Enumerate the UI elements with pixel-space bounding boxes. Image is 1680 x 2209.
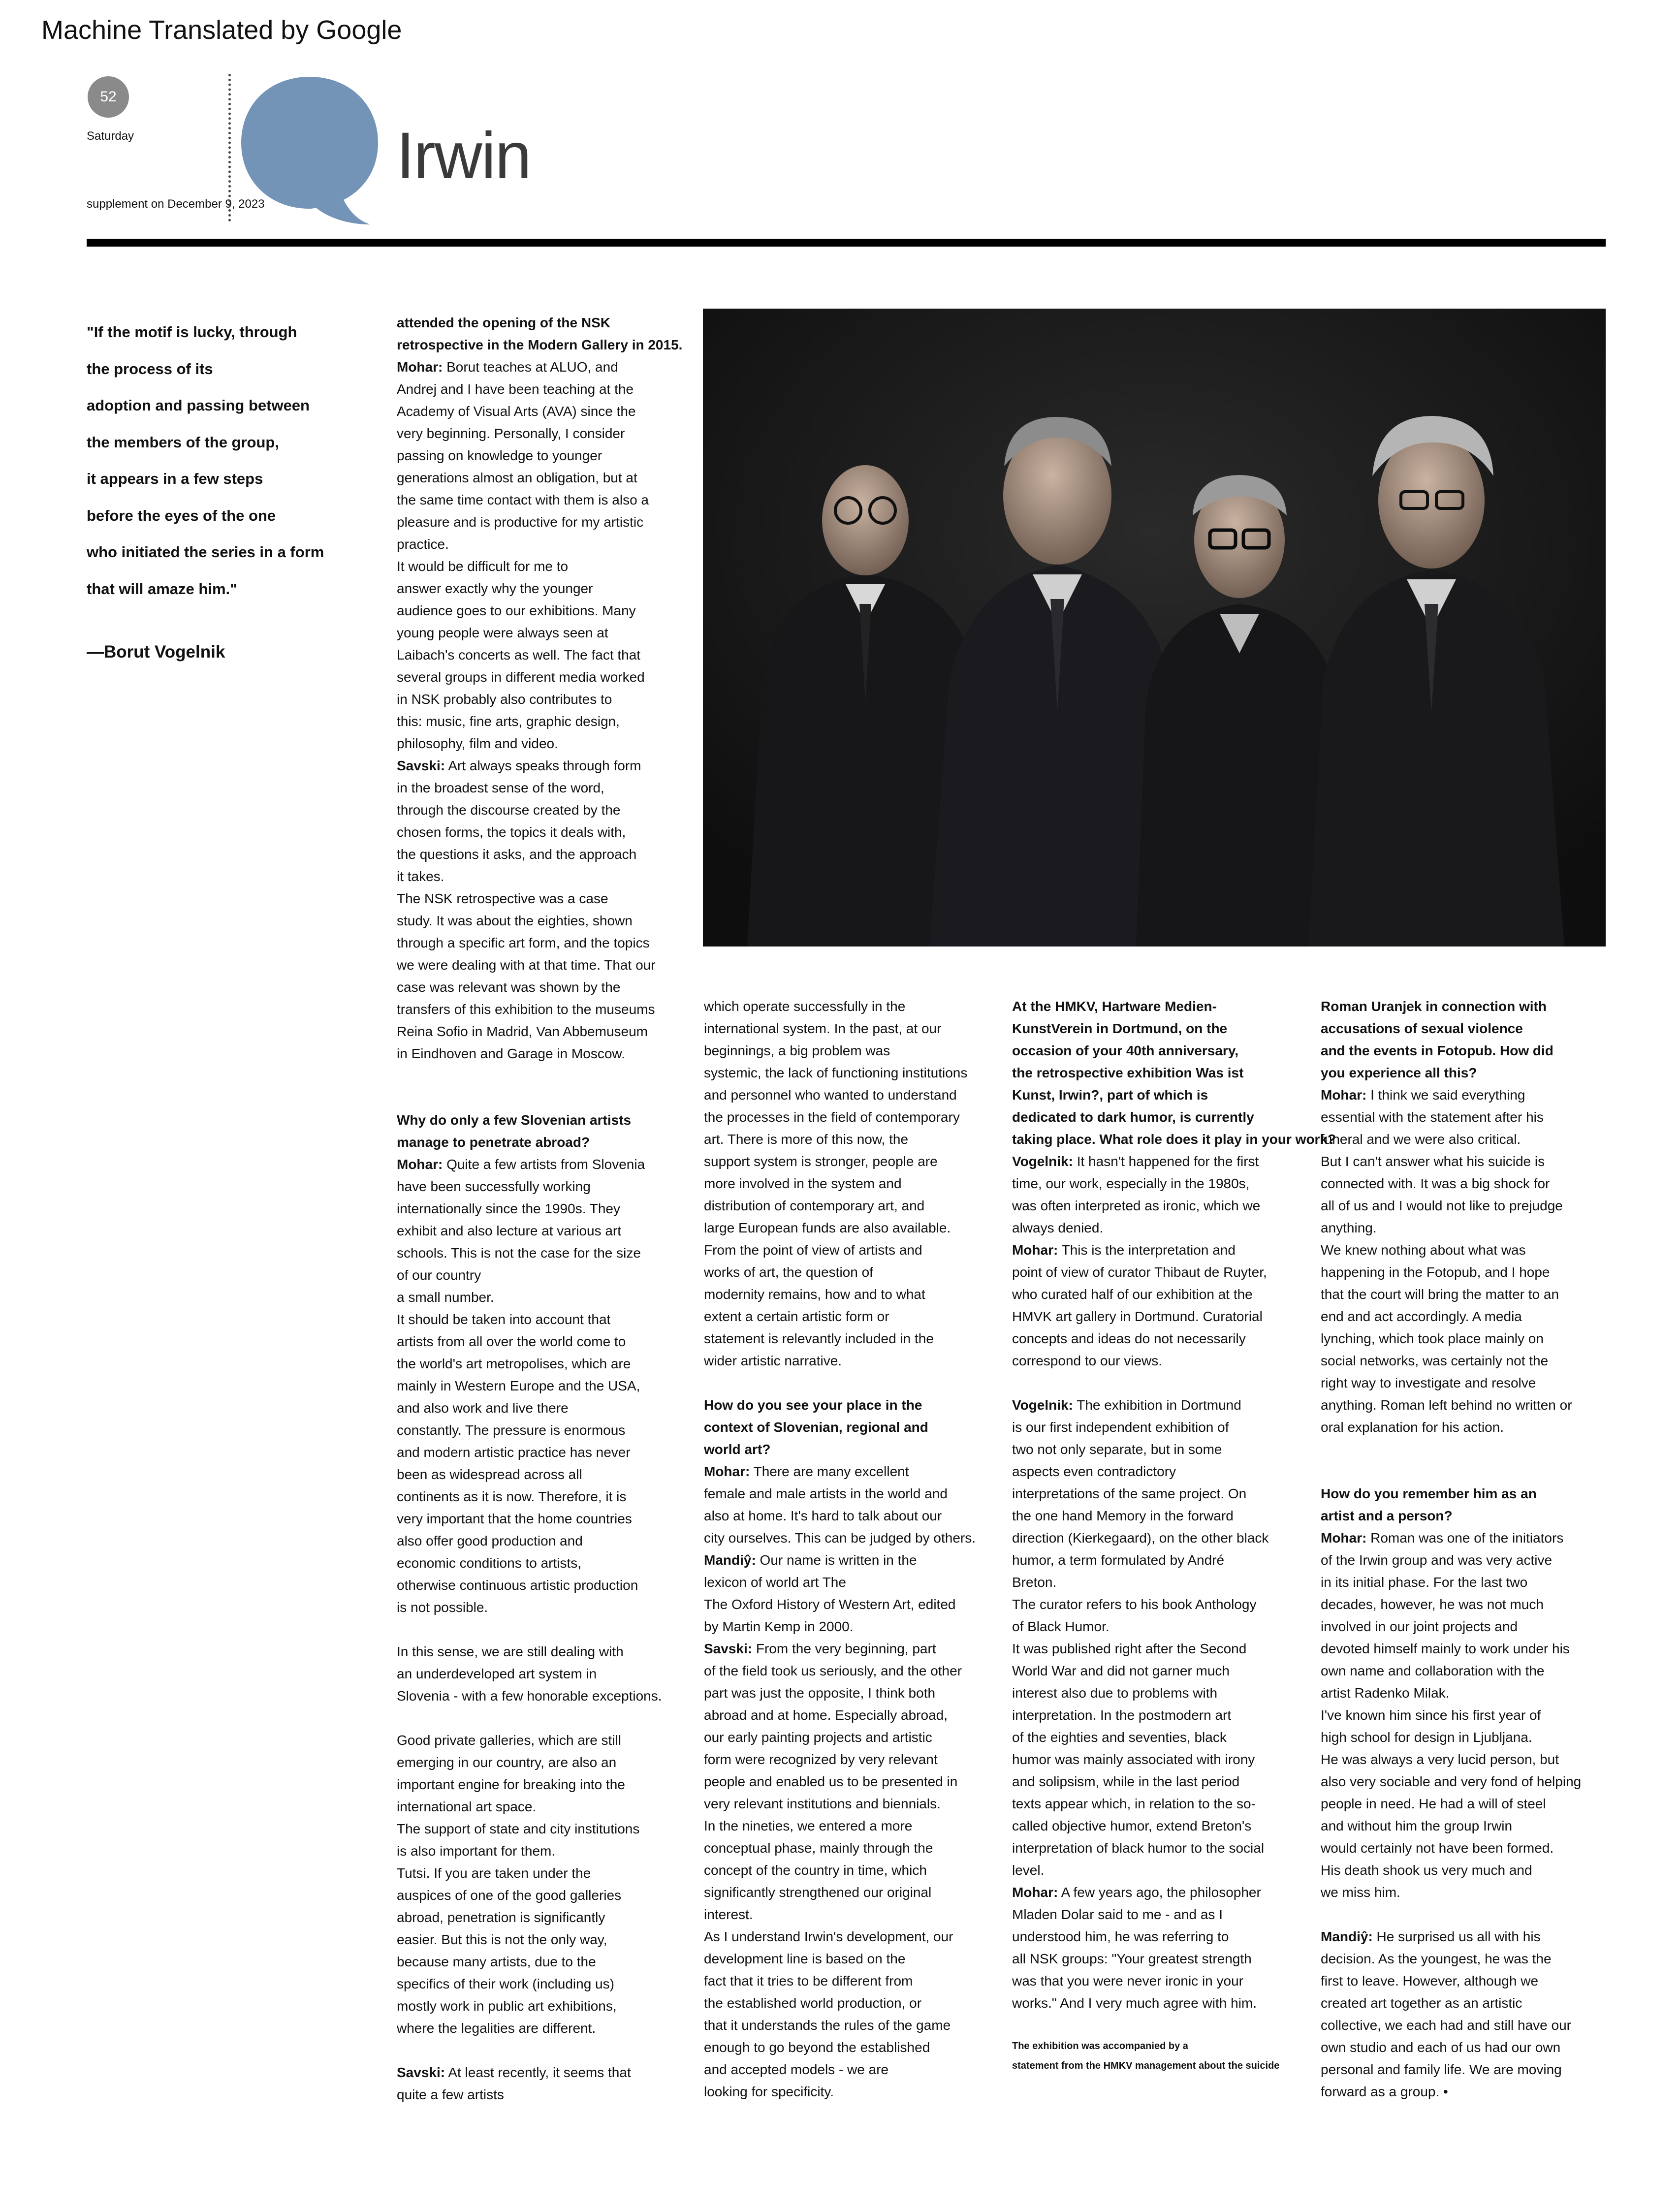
body-line: aspects even contradictory	[1012, 1464, 1176, 1479]
body-line: the processes in the field of contemporary	[704, 1109, 960, 1125]
body-line: was that you were never ironic in your	[1012, 1973, 1243, 1988]
pull-quote-line: that will amaze him."	[87, 580, 237, 598]
body-line: that the court will bring the matter to an	[1321, 1287, 1559, 1302]
answer-text: Roman was one of the initiators	[1366, 1530, 1564, 1546]
body-line: chosen forms, the topics it deals with,	[397, 824, 626, 840]
body-line: HMVK art gallery in Dortmund. Curatorial	[1012, 1309, 1263, 1324]
body-line: Tutsi. If you are taken under the	[397, 1865, 591, 1881]
body-line: beginnings, a big problem was	[704, 1043, 890, 1058]
body-line: point of view of curator Thibaut de Ruyter,	[1012, 1264, 1267, 1280]
body-line: we miss him.	[1321, 1885, 1400, 1900]
body-line: economic conditions to artists,	[397, 1555, 582, 1571]
body-line: concept of the country in time, which	[704, 1862, 927, 1878]
body-line: looking for specificity.	[704, 2084, 834, 2099]
body-line: this: music, fine arts, graphic design,	[397, 714, 620, 729]
body-line: and accepted models - we are	[704, 2062, 889, 2077]
translation-banner: Machine Translated by Google	[41, 15, 402, 45]
speaker-name: Mohar:	[397, 1157, 443, 1172]
body-line: first to leave. However, although we	[1321, 1973, 1539, 1988]
body-line: and modern artistic practice has never	[397, 1445, 631, 1460]
body-line: philosophy, film and video.	[397, 736, 558, 751]
speaker-name: Mohar:	[397, 359, 443, 375]
body-line: high school for design in Ljubljana.	[1321, 1730, 1532, 1745]
speaker-name: Mohar:	[704, 1464, 750, 1479]
body-line: social networks, was certainly not the	[1321, 1353, 1549, 1368]
body-line: World War and did not garner much	[1012, 1663, 1230, 1678]
body-line: an underdeveloped art system in	[397, 1666, 597, 1681]
body-line: It should be taken into account that	[397, 1312, 611, 1327]
body-line: a small number.	[397, 1290, 494, 1305]
speech-bubble-icon	[238, 74, 381, 227]
pull-quote-attribution: —Borut Vogelnik	[87, 642, 225, 662]
body-line: have been successfully working	[397, 1179, 591, 1194]
body-line: support system is stronger, people are	[704, 1154, 938, 1169]
body-line: lynching, which took place mainly on	[1321, 1331, 1544, 1346]
body-line: works of art, the question of	[704, 1264, 873, 1280]
pull-quote	[87, 314, 367, 607]
body-line: anything. Roman left behind no written or	[1321, 1397, 1572, 1413]
answer-line	[1012, 1394, 1317, 1416]
body-line: essential with the statement after his	[1321, 1109, 1544, 1125]
body-line: female and male artists in the world and	[704, 1486, 948, 1501]
body-line: all of us and I would not like to prejudge	[1321, 1198, 1563, 1213]
body-line: humor was mainly associated with irony	[1012, 1752, 1255, 1767]
body-line: Reina Sofio in Madrid, Van Abbemuseum	[397, 1024, 648, 1039]
body-line: young people were always seen at	[397, 625, 608, 640]
answer-line	[704, 1638, 999, 1660]
body-line: pleasure and is productive for my artistic	[397, 514, 644, 530]
body-line: continents as it is now. Therefore, it is	[397, 1489, 627, 1504]
body-line: easier. But this is not the only way,	[397, 1932, 607, 1947]
footnote-line: statement from the HMKV management about the suicide	[1012, 2060, 1280, 2071]
body-line: by Martin Kemp in 2000.	[704, 1619, 854, 1634]
body-line: the established world production, or	[704, 1995, 922, 2011]
interview-question: Kunst, Irwin?, part of which is	[1012, 1087, 1208, 1103]
pull-quote-line: who initiated the series in a form	[87, 543, 324, 561]
body-line: extent a certain artistic form or	[704, 1309, 889, 1324]
interview-question: and the events in Fotopub. How did	[1321, 1043, 1553, 1058]
body-line: where the legalities are different.	[397, 2020, 596, 2036]
speaker-name: Vogelnik:	[1012, 1154, 1073, 1169]
body-line: and also work and live there	[397, 1400, 569, 1416]
interview-question: Why do only a few Slovenian artists	[397, 1112, 632, 1128]
interview-question: At the HMKV, Hartware Medien-	[1012, 999, 1217, 1014]
body-line: we were dealing with at that time. That our	[397, 957, 656, 973]
body-line: interpretation of black humor to the social	[1012, 1840, 1265, 1856]
body-line: is also important for them.	[397, 1843, 556, 1859]
answer-text: It hasn't happened for the first	[1073, 1154, 1259, 1169]
pull-quote-line: the members of the group,	[87, 433, 279, 451]
interview-question: taking place. What role does it play in your work?	[1012, 1132, 1336, 1147]
body-line: is not possible.	[397, 1600, 488, 1615]
body-line: important engine for breaking into the	[397, 1777, 625, 1792]
body-line: anything.	[1321, 1220, 1377, 1235]
body-line: is our first independent exhibition of	[1012, 1420, 1229, 1435]
body-line: In this sense, we are still dealing with	[397, 1644, 624, 1659]
issue-day: Saturday	[87, 129, 134, 143]
answer-line	[397, 356, 692, 378]
body-line: called objective humor, extend Breton's	[1012, 1818, 1252, 1833]
body-line: As I understand Irwin's development, our	[704, 1929, 953, 1944]
body-line: art. There is more of this now, the	[704, 1132, 909, 1147]
body-line: of the eighties and seventies, black	[1012, 1730, 1227, 1745]
speaker-name: Mohar:	[1012, 1885, 1058, 1900]
body-line: own studio and each of us had our own	[1321, 2040, 1561, 2055]
answer-line	[704, 1549, 999, 1571]
interview-question: attended the opening of the NSK	[397, 315, 610, 330]
body-line: abroad and at home. Especially abroad,	[704, 1707, 948, 1723]
answer-line	[1321, 1925, 1606, 1948]
body-line: From the point of view of artists and	[704, 1242, 922, 1258]
answer-text: He surprised us all with his	[1372, 1929, 1541, 1944]
body-line: was often interpreted as ironic, which we	[1012, 1198, 1261, 1213]
body-line: significantly strengthened our original	[704, 1885, 932, 1900]
answer-text: At least recently, it seems that	[445, 2065, 631, 2080]
body-line: emerging in our country, are also an	[397, 1755, 617, 1770]
body-line: abroad, penetration is significantly	[397, 1910, 605, 1925]
body-line: because many artists, due to the	[397, 1954, 596, 1969]
answer-text: A few years ago, the philosopher	[1058, 1885, 1261, 1900]
body-line: decades, however, he was not much	[1321, 1597, 1544, 1612]
body-line: mostly work in public art exhibitions,	[397, 1998, 617, 2014]
body-line: that it understands the rules of the game	[704, 2018, 951, 2033]
body-line: in the broadest sense of the word,	[397, 780, 604, 795]
interview-question: manage to penetrate abroad?	[397, 1135, 590, 1150]
body-line: right way to investigate and resolve	[1321, 1375, 1536, 1390]
dotted-divider	[228, 74, 231, 221]
interview-question: retrospective in the Modern Gallery in 2015.	[397, 337, 683, 352]
body-line: always denied.	[1012, 1220, 1104, 1235]
body-line: funeral and we were also critical.	[1321, 1132, 1521, 1147]
body-line: people in need. He had a will of steel	[1321, 1796, 1546, 1811]
pull-quote-line: adoption and passing between	[87, 397, 310, 414]
supplement-date: supplement on December 9, 2023	[87, 197, 265, 211]
body-line: It would be difficult for me to	[397, 559, 569, 574]
body-line: study. It was about the eighties, shown	[397, 913, 633, 928]
body-line: correspond to our views.	[1012, 1353, 1163, 1368]
body-line: and without him the group Irwin	[1321, 1818, 1513, 1833]
body-line: case was relevant was shown by the	[397, 979, 621, 995]
body-line: city ourselves. This can be judged by others.	[704, 1530, 976, 1546]
body-line: Laibach's concerts as well. The fact that	[397, 647, 641, 663]
body-line: fact that it tries to be different from	[704, 1973, 913, 1988]
body-line: interest also due to problems with	[1012, 1685, 1218, 1701]
pull-quote-line: before the eyes of the one	[87, 506, 276, 524]
answer-line	[397, 2061, 692, 2083]
body-line: understood him, he was referring to	[1012, 1929, 1229, 1944]
body-line: direction (Kierkegaard), on the other black	[1012, 1530, 1269, 1546]
interview-question: you experience all this?	[1321, 1065, 1477, 1080]
article-column-3	[1012, 995, 1336, 2076]
body-line: conceptual phase, mainly through the	[704, 1840, 933, 1856]
body-line: mainly in Western Europe and the USA,	[397, 1378, 640, 1393]
interview-question: How do you remember him as an	[1321, 1486, 1537, 1501]
body-line: the same time contact with them is also a	[397, 492, 649, 507]
body-line: He was always a very lucid person, but	[1321, 1752, 1559, 1767]
body-line: time, our work, especially in the 1980s,	[1012, 1176, 1250, 1191]
body-line: been as widespread across all	[397, 1467, 582, 1482]
body-line: and solipsism, while in the last period	[1012, 1774, 1240, 1789]
answer-line	[1321, 1084, 1606, 1106]
body-line: interpretations of the same project. On	[1012, 1486, 1247, 1501]
body-line: the questions it asks, and the approach	[397, 847, 637, 862]
body-line: concepts and ideas do not necessarily	[1012, 1331, 1246, 1346]
footnote-line: The exhibition was accompanied by a	[1012, 2041, 1188, 2051]
body-line: The NSK retrospective was a case	[397, 891, 608, 906]
interview-question: artist and a person?	[1321, 1508, 1453, 1523]
interview-question: dedicated to dark humor, is currently	[1012, 1109, 1254, 1125]
page-number-badge: 52	[88, 76, 129, 118]
body-line: answer exactly why the younger	[397, 581, 593, 596]
body-line: through a specific art form, and the topics	[397, 935, 650, 950]
body-line: devoted himself mainly to work under his	[1321, 1641, 1570, 1656]
body-line: and personnel who wanted to understand	[704, 1087, 957, 1103]
speaker-name: Vogelnik:	[1012, 1397, 1073, 1413]
interview-question: Roman Uranjek in connection with	[1321, 999, 1547, 1014]
article-column-4	[1321, 995, 1606, 2103]
body-line: in its initial phase. For the last two	[1321, 1575, 1528, 1590]
body-line: level.	[1012, 1862, 1045, 1878]
body-line: the world's art metropolises, which are	[397, 1356, 631, 1371]
body-line: We knew nothing about what was	[1321, 1242, 1526, 1258]
body-line: distribution of contemporary art, and	[704, 1198, 925, 1213]
body-line: passing on knowledge to younger	[397, 448, 602, 463]
body-line: modernity remains, how and to what	[704, 1287, 925, 1302]
body-line: oral explanation for his action.	[1321, 1420, 1504, 1435]
body-line: it takes.	[397, 869, 444, 884]
article-column-1	[397, 312, 692, 2106]
body-line: Mladen Dolar said to me - and as I	[1012, 1907, 1223, 1922]
answer-line	[1012, 1881, 1317, 1903]
body-line: involved in our joint projects and	[1321, 1619, 1518, 1634]
body-line: statement is relevantly included in the	[704, 1331, 934, 1346]
answer-line	[704, 1460, 999, 1483]
body-line: Breton.	[1012, 1575, 1057, 1590]
body-line: all NSK groups: "Your greatest strength	[1012, 1951, 1252, 1966]
body-line: in NSK probably also contributes to	[397, 692, 612, 707]
group-portrait-photo	[703, 309, 1606, 947]
body-line: generations almost an obligation, but at	[397, 470, 637, 485]
body-line: Andrej and I have been teaching at the	[397, 381, 634, 397]
body-line: practice.	[397, 536, 449, 552]
body-line: auspices of one of the good galleries	[397, 1888, 622, 1903]
interview-question: the retrospective exhibition Was ist	[1012, 1065, 1244, 1080]
body-line: of Black Humor.	[1012, 1619, 1109, 1634]
answer-text: Quite a few artists from Slovenia	[443, 1157, 645, 1172]
speaker-name: Savski:	[397, 2065, 445, 2080]
body-line: also very sociable and very fond of helping	[1321, 1774, 1582, 1789]
answer-text: Our name is written in the	[756, 1552, 917, 1568]
speaker-name: Savski:	[397, 758, 445, 773]
body-line: The Oxford History of Western Art, edited	[704, 1597, 956, 1612]
pull-quote-line: it appears in a few steps	[87, 470, 263, 487]
body-line: form were recognized by very relevant	[704, 1752, 938, 1767]
body-line: large European funds are also available.	[704, 1220, 951, 1235]
body-line: forward as a group. •	[1321, 2084, 1448, 2099]
body-line: audience goes to our exhibitions. Many	[397, 603, 636, 618]
answer-text: Art always speaks through form	[445, 758, 641, 773]
pull-quote-line: the process of its	[87, 360, 213, 378]
body-line: happening in the Fotopub, and I hope	[1321, 1264, 1550, 1280]
body-line: schools. This is not the case for the size	[397, 1245, 641, 1261]
body-line: The support of state and city institutions	[397, 1821, 640, 1836]
body-line: decision. As the youngest, he was the	[1321, 1951, 1552, 1966]
answer-text: This is the interpretation and	[1058, 1242, 1236, 1258]
speaker-name: Mandiŷ:	[1321, 1929, 1373, 1944]
body-line: created art together as an artistic	[1321, 1995, 1522, 2011]
body-line: people and enabled us to be presented in	[704, 1774, 958, 1789]
body-line: The curator refers to his book Anthology	[1012, 1597, 1257, 1612]
speaker-name: Mohar:	[1321, 1087, 1367, 1103]
body-line: artist Radenko Milak.	[1321, 1685, 1450, 1701]
speaker-name: Mandiŷ:	[704, 1552, 756, 1568]
body-line: Good private galleries, which are still	[397, 1733, 621, 1748]
interview-question: KunstVerein in Dortmund, on the	[1012, 1021, 1228, 1036]
body-line: also offer good production and	[397, 1533, 583, 1548]
body-line: international art space.	[397, 1799, 537, 1814]
body-line: collective, we each had and still have our	[1321, 2018, 1571, 2033]
body-line: I've known him since his first year of	[1321, 1707, 1541, 1723]
answer-text: From the very beginning, part	[752, 1641, 936, 1656]
body-line: It was published right after the Second	[1012, 1641, 1247, 1656]
body-line: the one hand Memory in the forward	[1012, 1508, 1234, 1523]
body-line: own name and collaboration with the	[1321, 1663, 1545, 1678]
answer-text: I think we said everything	[1366, 1087, 1525, 1103]
body-line: of the field took us seriously, and the other	[704, 1663, 962, 1678]
body-line: Academy of Visual Arts (AVA) since the	[397, 404, 636, 419]
body-line: systemic, the lack of functioning institutions	[704, 1065, 968, 1080]
body-line: would certainly not have been formed.	[1321, 1840, 1554, 1856]
speaker-name: Savski:	[704, 1641, 753, 1656]
body-line: development line is based on the	[704, 1951, 906, 1966]
body-line: Slovenia - with a few honorable exceptions.	[397, 1688, 662, 1704]
group-portrait-image	[703, 309, 1606, 947]
body-line: But I can't answer what his suicide is	[1321, 1154, 1545, 1169]
body-line: through the discourse created by the	[397, 802, 621, 818]
header-rule	[87, 239, 1606, 247]
body-line: artists from all over the world come to	[397, 1334, 626, 1349]
body-line: works." And I very much agree with him.	[1012, 1995, 1257, 2011]
body-line: our early painting projects and artistic	[704, 1730, 932, 1745]
body-line: which operate successfully in the	[704, 999, 906, 1014]
answer-text: The exhibition in Dortmund	[1073, 1397, 1241, 1413]
article-column-2	[704, 995, 999, 2103]
body-line: very relevant institutions and biennials.	[704, 1796, 941, 1811]
body-line: who curated half of our exhibition at the	[1012, 1287, 1253, 1302]
body-line: two not only separate, but in some	[1012, 1442, 1222, 1457]
body-line: texts appear which, in relation to the so-	[1012, 1796, 1256, 1811]
section-title: Irwin	[396, 119, 531, 192]
body-line: internationally since the 1990s. They	[397, 1201, 620, 1216]
interview-question: accusations of sexual violence	[1321, 1021, 1523, 1036]
body-line: personal and family life. We are moving	[1321, 2062, 1562, 2077]
body-line: interest.	[704, 1907, 753, 1922]
interview-question: world art?	[704, 1442, 771, 1457]
body-line: of our country	[397, 1267, 481, 1283]
body-line: in Eindhoven and Garage in Moscow.	[397, 1046, 625, 1061]
body-line: otherwise continuous artistic production	[397, 1578, 638, 1593]
interview-question: context of Slovenian, regional and	[704, 1420, 928, 1435]
speaker-name: Mohar:	[1321, 1530, 1367, 1546]
body-line: transfers of this exhibition to the museums	[397, 1002, 655, 1017]
body-line: His death shook us very much and	[1321, 1862, 1532, 1878]
body-line: international system. In the past, at our	[704, 1021, 942, 1036]
body-line: interpretation. In the postmodern art	[1012, 1707, 1232, 1723]
body-line: very beginning. Personally, I consider	[397, 426, 625, 441]
speaker-name: Mohar:	[1012, 1242, 1058, 1258]
body-line: more involved in the system and	[704, 1176, 902, 1191]
interview-question: occasion of your 40th anniversary,	[1012, 1043, 1239, 1058]
answer-text: There are many excellent	[750, 1464, 909, 1479]
body-line: several groups in different media worked	[397, 669, 645, 685]
answer-line	[1012, 1150, 1317, 1172]
body-line: wider artistic narrative.	[704, 1353, 842, 1368]
body-line: part was just the opposite, I think both	[704, 1685, 936, 1701]
body-line: exhibit and also lecture at various art	[397, 1223, 622, 1238]
answer-text: Borut teaches at ALUO, and	[443, 359, 618, 375]
body-line: humor, a term formulated by André	[1012, 1552, 1225, 1568]
body-line: very important that the home countries	[397, 1511, 632, 1526]
body-line: also at home. It's hard to talk about our	[704, 1508, 942, 1523]
body-line: end and act accordingly. A media	[1321, 1309, 1522, 1324]
body-line: quite a few artists	[397, 2087, 504, 2102]
body-line: of the Irwin group and was very active	[1321, 1552, 1553, 1568]
answer-line	[1321, 1527, 1606, 1549]
body-line: lexicon of world art The	[704, 1575, 846, 1590]
body-line: connected with. It was a big shock for	[1321, 1176, 1550, 1191]
answer-line	[1012, 1239, 1317, 1261]
interview-question: How do you see your place in the	[704, 1397, 922, 1413]
body-line: specifics of their work (including us)	[397, 1976, 614, 1991]
body-line: In the nineties, we entered a more	[704, 1818, 913, 1833]
pull-quote-line: "If the motif is lucky, through	[87, 323, 297, 341]
answer-line	[397, 1153, 692, 1175]
body-line: constantly. The pressure is enormous	[397, 1422, 626, 1438]
answer-line	[397, 755, 692, 777]
body-line: enough to go beyond the established	[704, 2040, 930, 2055]
